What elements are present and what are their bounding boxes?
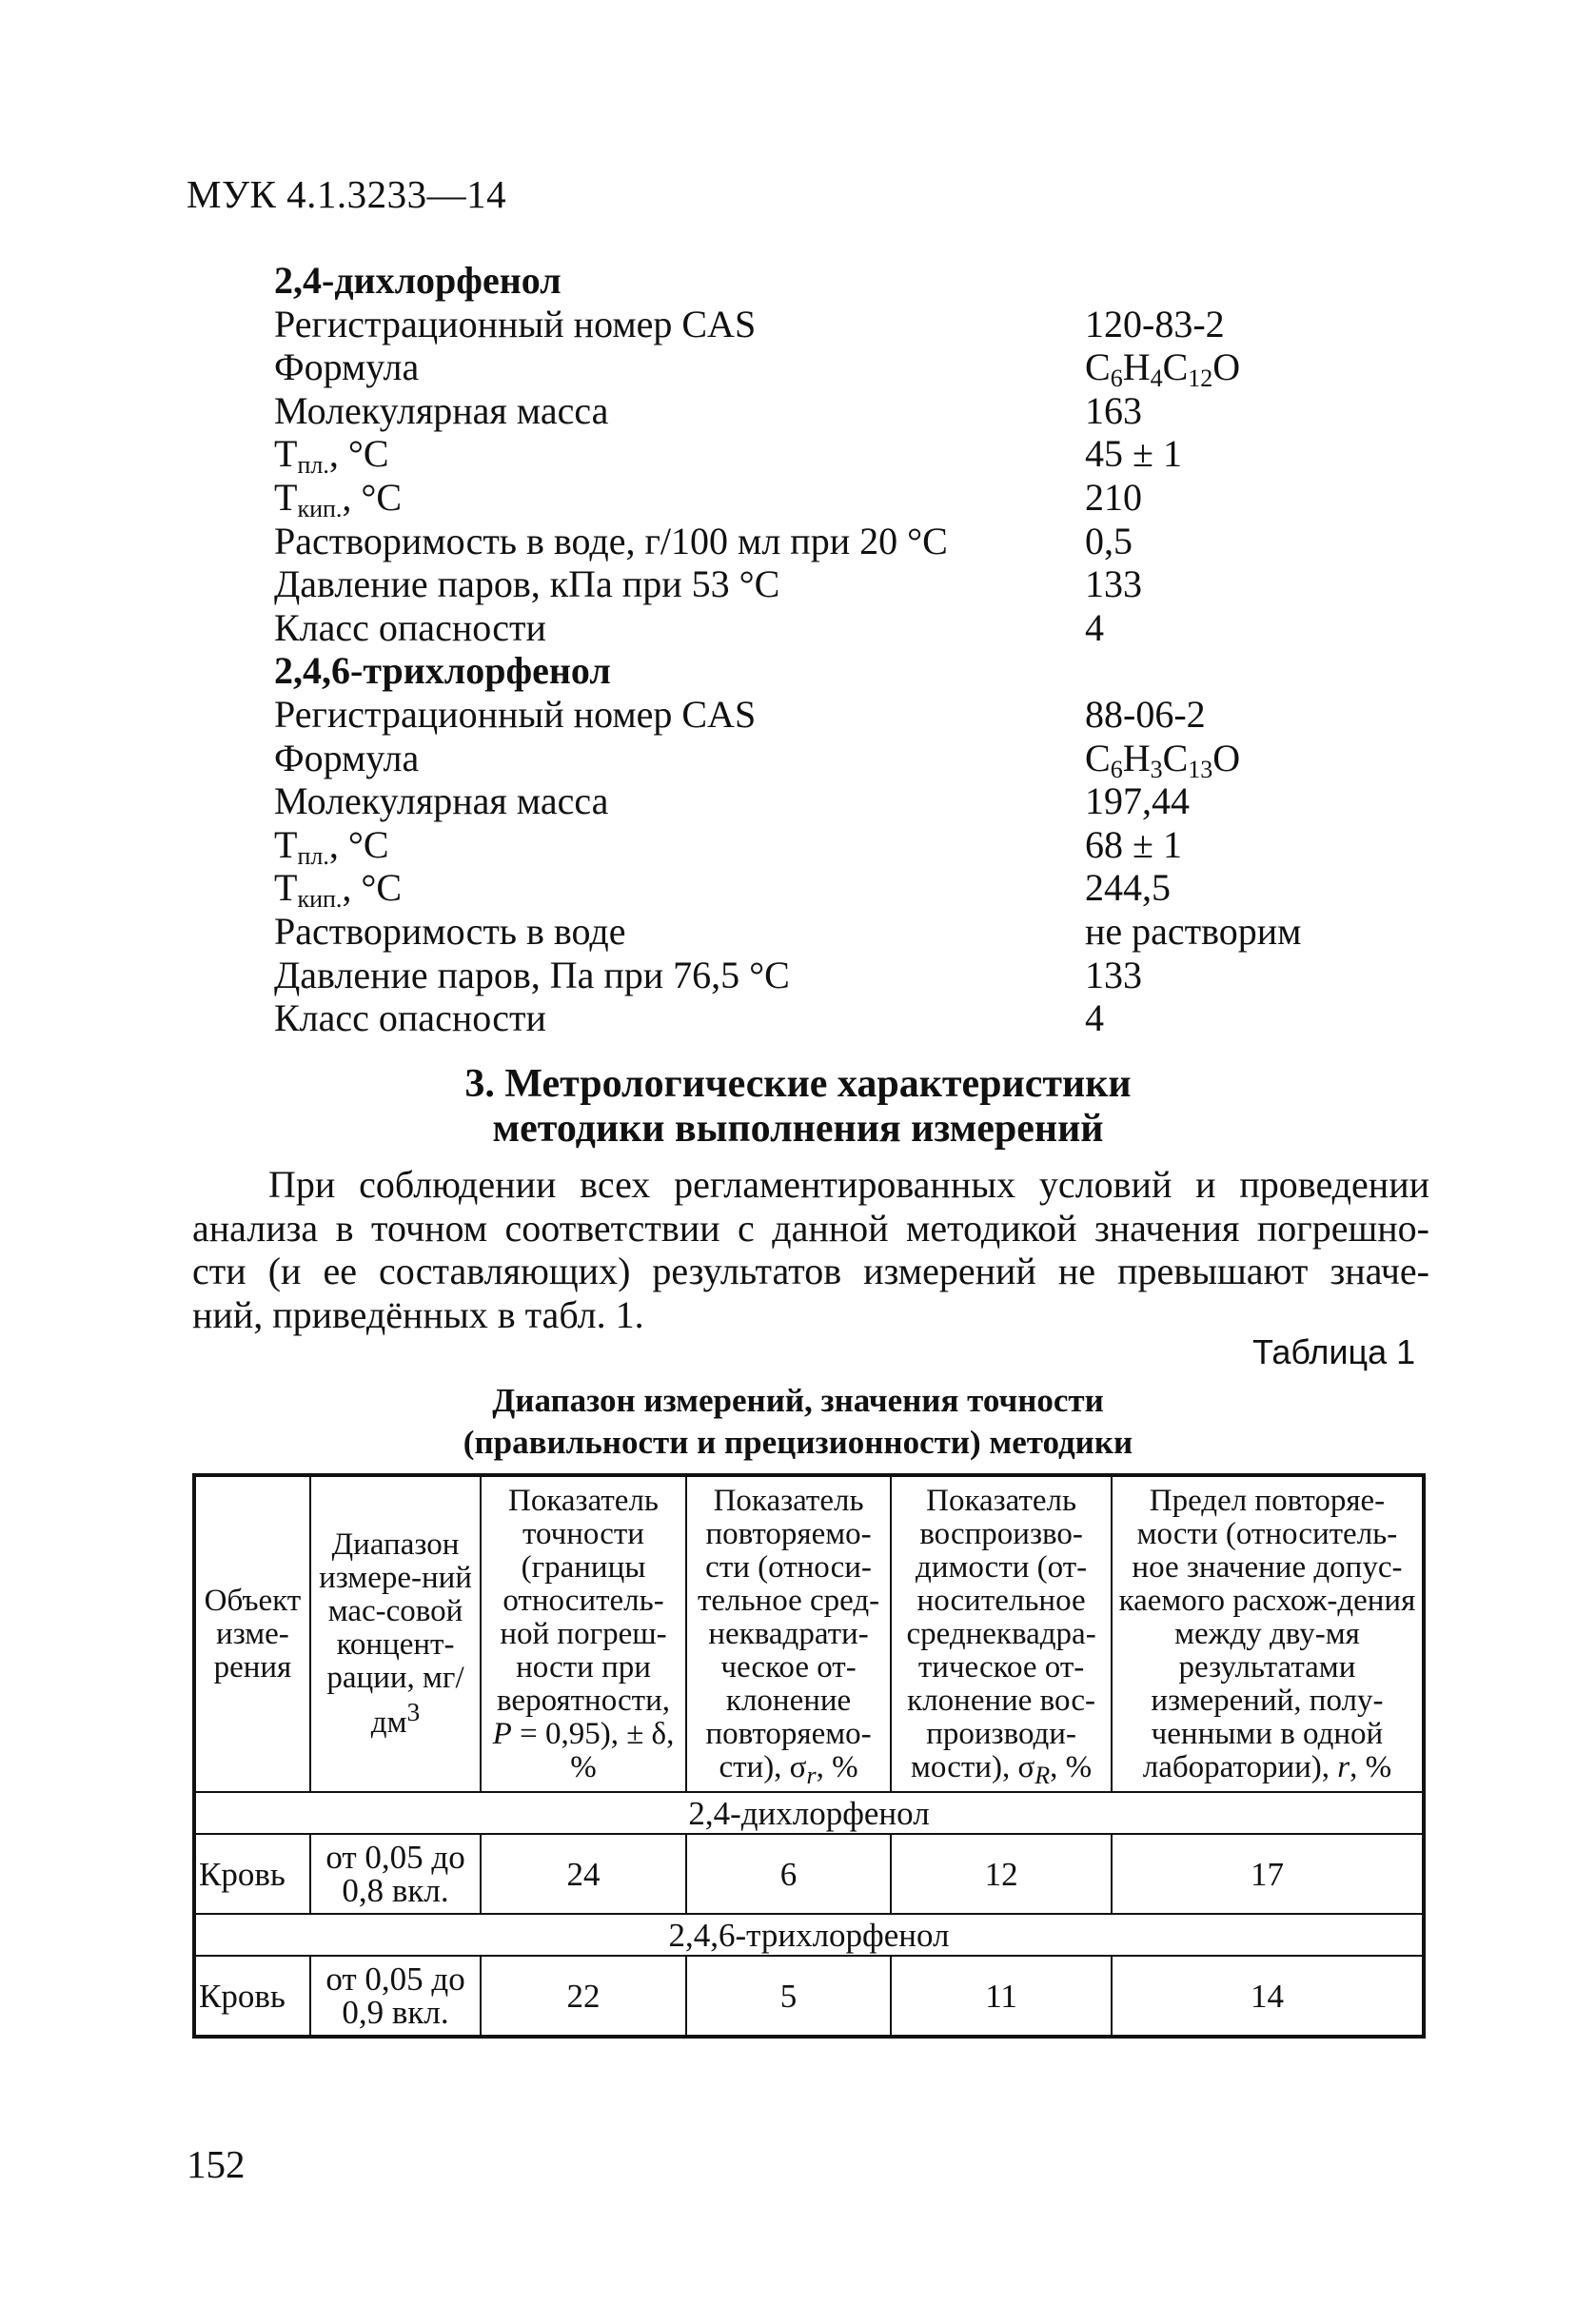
- property-row: Растворимость в воде, г/100 мл при 20 °С 0,5: [274, 519, 1133, 562]
- temp-label: $Т_{пл.}$, °С: [274, 432, 389, 480]
- table-group-row: [194, 1792, 1424, 1834]
- section-paragraph: [192, 1163, 1429, 1336]
- cell-repeatability: 6: [686, 1834, 891, 1914]
- property-row: Молекулярная масса 163: [274, 388, 1142, 432]
- formula: $C_6H_4C_{12}O$: [1085, 345, 1241, 393]
- property-row: Класс опасности 4: [274, 605, 1104, 649]
- paragraph-line: анализа в точном соответствии с данной методикой значения погрешно-: [192, 1206, 1429, 1250]
- property-row: Формула $C_6H_3C_{13}O$: [274, 736, 1241, 783]
- cell-object: Кровь: [194, 1834, 310, 1914]
- header-range: Диапазон измере-ний мас-совой концент-рации, $мг/дм^3$: [310, 1475, 481, 1792]
- table-caption-line1: Диапазон измерений, значения точности: [492, 1382, 1104, 1419]
- header-repeatability: Показатель повторяемо-сти (относи-тельное сред-неквадрати-ческое от-клонение повторяемо-сти), $\sigma_r$, %: [686, 1475, 891, 1792]
- substance-title: 2,4,6-трихлорфенол: [274, 649, 611, 693]
- header-accuracy: Показатель точности (границы относитель-ной погреш-ности при вероятности, Р = 0,95), ± δ, %: [481, 1475, 686, 1792]
- group-name: 2,4-дихлорфенол: [194, 1792, 1424, 1834]
- temp-label: $Т_{пл.}$, °С: [274, 822, 389, 870]
- table-header-row: [194, 1475, 1424, 1792]
- paragraph-line: сти (и ее составляющих) результатов измерений не превышают значе-: [192, 1250, 1429, 1292]
- table-label: Таблица 1: [1252, 1332, 1416, 1371]
- section-title-line1: 3. Метрологические характеристики: [464, 1062, 1132, 1106]
- property-row: $Т_{кип.}$, °С 244,5: [274, 866, 1171, 914]
- property-row: $Т_{пл.}$, °С 45 ± 1: [274, 432, 1182, 480]
- paragraph-line: При соблюдении всех регламентированных условий и проведении: [268, 1163, 1429, 1206]
- table-group-row: [194, 1914, 1424, 1956]
- cell-reproducibility: 12: [891, 1834, 1112, 1914]
- cell-range: от 0,05 до 0,9 вкл.: [310, 1956, 481, 2037]
- table-row: [194, 1834, 1424, 1914]
- property-row: Давление паров, кПа при 53 °С 133: [274, 562, 1142, 606]
- property-row: Регистрационный номер CAS 88-06-2: [274, 692, 1206, 736]
- property-row: Растворимость в воде не растворим: [274, 909, 1302, 953]
- cell-range: от 0,05 до 0,8 вкл.: [310, 1834, 481, 1914]
- cell-accuracy: 24: [481, 1834, 686, 1914]
- temp-label: $Т_{кип.}$, °С: [274, 475, 403, 522]
- property-row: Класс опасности 4: [274, 996, 1104, 1040]
- cell-reproducibility: 11: [891, 1956, 1112, 2037]
- metrology-table: [192, 1473, 1426, 2039]
- cell-accuracy: 22: [481, 1956, 686, 2037]
- cell-repeatability: 5: [686, 1956, 891, 2037]
- property-row: Формула $C_6H_4C_{12}O$: [274, 345, 1241, 393]
- property-row: $Т_{кип.}$, °С 210: [274, 475, 1142, 522]
- header-limit: Предел повторяе-мости (относитель-ное значение допус-каемого расхож-дения между дву-мя результатами измерений, полу-ченными в одной лаборатории), r, %: [1112, 1475, 1424, 1792]
- property-row: $Т_{пл.}$, °С 68 ± 1: [274, 822, 1182, 870]
- table-caption-line2: (правильности и прецизионности) методики: [463, 1424, 1133, 1461]
- paragraph-line: ний, приведённых в табл. 1.: [192, 1292, 644, 1336]
- property-row: Регистрационный номер CAS 120-83-2: [274, 302, 1225, 345]
- page-number: 152: [187, 2142, 246, 2186]
- property-row: Молекулярная масса 197,44: [274, 779, 1190, 823]
- property-row: Давление паров, Па при 76,5 °С 133: [274, 953, 1142, 996]
- header-reproducibility: Показатель воспроизво-димости (от-носительное среднеквадра-тическое от-клонение вос-производи-мости), $\sigma_R$, %: [891, 1475, 1112, 1792]
- table-row: [194, 1956, 1424, 2037]
- header-object: Объект изме-рения: [194, 1475, 310, 1792]
- cell-limit: 17: [1112, 1834, 1424, 1914]
- group-name: 2,4,6-трихлорфенол: [194, 1914, 1424, 1956]
- substance-title: 2,4-дихлорфенол: [274, 259, 562, 302]
- substance-properties: [274, 259, 1416, 1040]
- cell-limit: 14: [1112, 1956, 1424, 2037]
- formula: $C_6H_3C_{13}O$: [1085, 736, 1241, 783]
- running-header: МУК 4.1.3233—14: [187, 172, 507, 216]
- temp-label: $Т_{кип.}$, °С: [274, 866, 403, 914]
- cell-object: Кровь: [194, 1956, 310, 2037]
- section-title-line2: методики выполнения измерений: [492, 1107, 1104, 1151]
